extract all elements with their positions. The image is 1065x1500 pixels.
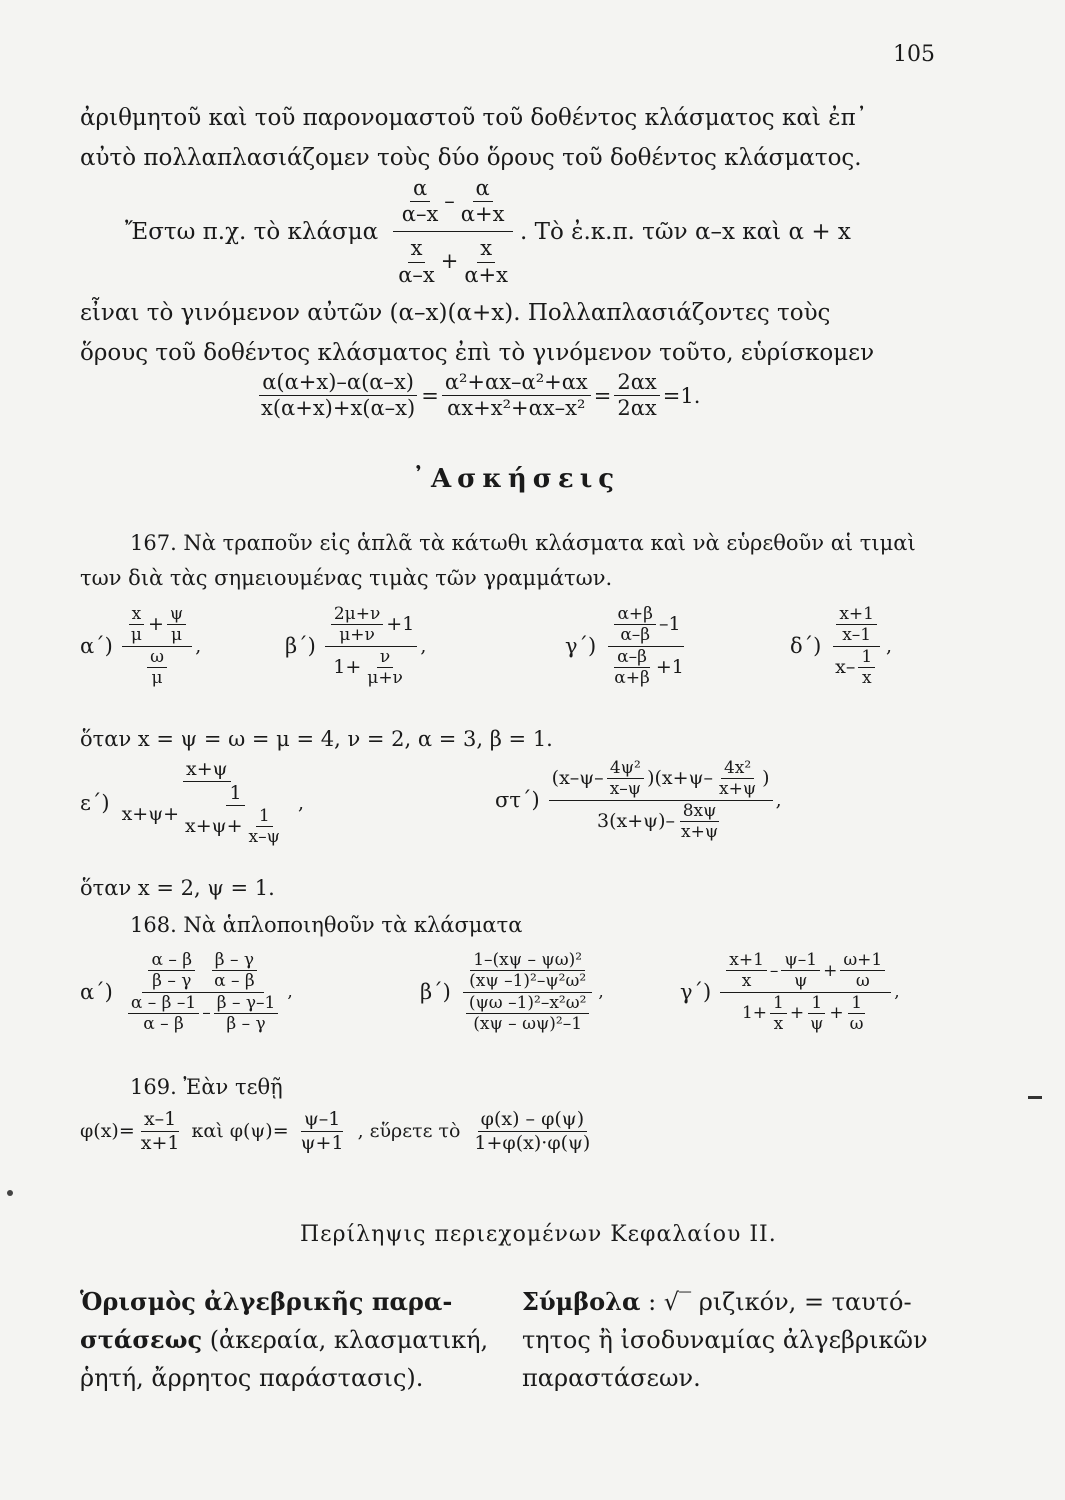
- frac-den: μ: [130, 625, 142, 646]
- item-label: δ΄): [790, 634, 822, 659]
- ex168-title: 168. Νὰ ἁπλοποιηθοῦν τὰ κλάσματα: [130, 913, 523, 937]
- operator: –: [769, 960, 779, 981]
- frac-den: α–x: [398, 262, 435, 287]
- scan-mark: [1028, 1096, 1042, 1099]
- frac-den: x: [861, 668, 872, 689]
- summary-left-column: [80, 1283, 488, 1397]
- frac-num: α+β: [614, 604, 656, 625]
- intro-line-1: ἀριθμητοῦ καὶ τοῦ παρονομαστοῦ τοῦ δοθέντος κλάσματος καὶ ἐπ᾽: [80, 105, 868, 131]
- frac-num: ν: [377, 647, 393, 668]
- frac-num: α – β –1: [128, 993, 199, 1014]
- frac-num: 1–(xψ – ψω)²: [470, 950, 585, 971]
- example-line-2: εἶναι τὸ γινόμενον αὐτῶν (α–x)(α+x). Πολλαπλασιάζοντες τοὺς: [80, 300, 831, 326]
- summary-text: τητος ἢ ἰσοδυναμίας ἀλγεβρικῶν: [522, 1326, 928, 1354]
- frac-num: 4ψ²: [607, 758, 644, 779]
- constant: –1: [659, 613, 681, 636]
- frac-num: ψ–1: [781, 950, 820, 971]
- frac-den: x–ψ: [609, 779, 642, 800]
- frac-den: x–1: [842, 625, 872, 646]
- frac-num: ω: [147, 647, 167, 668]
- summary-text: ῥητή, ἄρρητος παράστασις).: [80, 1364, 424, 1392]
- variable: x–: [835, 656, 856, 679]
- summary-text: παραστάσεων.: [522, 1364, 701, 1392]
- frac-den: 1+φ(x)·φ(ψ): [474, 1131, 591, 1154]
- comma: ,: [297, 791, 304, 814]
- constant: 1+: [333, 656, 362, 679]
- comma: ,: [894, 982, 900, 1003]
- example-compound-fraction: [389, 176, 517, 288]
- equation-result: =1.: [662, 383, 701, 408]
- ex168-b: [420, 950, 604, 1035]
- frac-den: αx+x²+αx–x²: [447, 396, 586, 421]
- example-suffix: . Τὸ ἐ.κ.π. τῶν α–x καὶ α + x: [519, 218, 851, 245]
- exercises-heading: ᾽Ασκήσεις: [412, 464, 621, 494]
- operator: +: [147, 613, 164, 636]
- frac-den: x+1: [140, 1131, 180, 1154]
- frac-num: 2μ+ν: [331, 604, 383, 625]
- ex167-values-2: ὅταν x = 2, ψ = 1.: [80, 876, 275, 900]
- summary-text: : √‾ ριζικόν, = ταυτό-: [640, 1288, 912, 1316]
- frac-num: 2αx: [614, 370, 659, 396]
- frac-num: x: [129, 604, 145, 625]
- frac-den: x: [773, 1014, 784, 1035]
- equals-sign: =: [593, 383, 612, 408]
- constant: +1: [386, 613, 415, 636]
- frac-num: β – γ–1: [214, 993, 279, 1014]
- frac-den: ψ: [794, 971, 808, 992]
- intro-line-2: αὐτὸ πολλαπλασιάζομεν τοὺς δύο ὅρους τοῦ δοθέντος κλάσματος.: [80, 145, 862, 171]
- ex167-d: [790, 604, 892, 689]
- expression: )(x+ψ–: [647, 767, 713, 790]
- summary-definition-heading: Ὁρισμὸς ἀλγεβρικῆς παρα-: [80, 1287, 453, 1316]
- expression: x+ψ+: [185, 815, 243, 838]
- frac-den: 2αx: [617, 396, 657, 421]
- frac-num: ψ–1: [301, 1108, 344, 1132]
- frac-den: μ+ν: [367, 668, 403, 689]
- frac-num: 4x²: [721, 758, 754, 779]
- summary-text: (ἀκεραία, κλασματική,: [202, 1326, 489, 1354]
- operator: –: [202, 1003, 211, 1024]
- operator: +: [789, 1003, 805, 1024]
- operator: +: [440, 249, 459, 274]
- ex168-a: [80, 950, 293, 1035]
- frac-num: β – γ: [212, 950, 257, 971]
- frac-num: 1: [770, 993, 787, 1014]
- frac-num: 1: [256, 806, 273, 827]
- frac-num: α–β: [614, 647, 650, 668]
- frac-num: ψ: [167, 604, 186, 625]
- example-prefix: Ἔστω π.χ. τὸ κλάσμα: [125, 218, 379, 245]
- frac-num: 1: [226, 782, 244, 806]
- frac-den: x: [741, 971, 752, 992]
- ex167-b: [285, 604, 426, 689]
- ex168-c: [680, 950, 900, 1035]
- frac-num: 1: [808, 993, 825, 1014]
- equation-chain: [255, 370, 700, 421]
- operator: +: [829, 1003, 844, 1024]
- ex167-c: [565, 604, 690, 689]
- expression: , εὕρετε τὸ: [357, 1120, 461, 1143]
- frac-num: (ψω –1)²–x²ω²: [466, 993, 590, 1014]
- item-label: στ΄): [495, 788, 540, 813]
- expression: x+ψ+: [121, 803, 180, 826]
- frac-num: x: [408, 236, 426, 262]
- expression: καὶ φ(ψ)=: [191, 1120, 289, 1143]
- scan-mark: [7, 1190, 13, 1196]
- item-label: α΄): [80, 980, 113, 1005]
- expression: φ(x)=: [80, 1120, 135, 1143]
- ex169-formula: [80, 1108, 596, 1155]
- page-number: 105: [893, 42, 935, 67]
- comma: ,: [886, 635, 893, 658]
- frac-den: (xψ –1)²–ψ²ω²: [469, 971, 587, 992]
- example-line: [125, 176, 851, 288]
- frac-den: μ: [171, 625, 183, 646]
- frac-num: ω+1: [840, 950, 885, 971]
- frac-den: α – β: [214, 971, 255, 992]
- comma: ,: [287, 982, 293, 1003]
- frac-num: x+1: [836, 604, 877, 625]
- item-label: γ΄): [565, 634, 597, 659]
- frac-num: α: [473, 176, 493, 202]
- frac-den: α+β: [614, 668, 650, 689]
- frac-num: x–1: [141, 1108, 179, 1132]
- frac-den: x+ψ: [718, 779, 757, 800]
- ex167-e: [80, 758, 304, 847]
- frac-den: α – β: [143, 1014, 184, 1035]
- ex167-a: [80, 604, 201, 689]
- frac-num: α: [410, 176, 430, 202]
- frac-num: φ(x) – φ(ψ): [478, 1108, 587, 1132]
- comma: ,: [775, 789, 782, 812]
- item-label: α΄): [80, 634, 113, 659]
- item-label: β΄): [420, 980, 451, 1005]
- comma: ,: [598, 982, 604, 1003]
- frac-den: β – γ: [152, 971, 192, 992]
- frac-den: x–ψ: [248, 826, 280, 847]
- ex169-title: 169. Ἐὰν τεθῇ: [130, 1075, 283, 1099]
- frac-den: x(α+x)+x(α–x): [261, 396, 416, 421]
- item-label: γ΄): [680, 980, 712, 1005]
- frac-den: α+x: [460, 202, 505, 227]
- frac-den: (xψ – ωψ)²–1: [473, 1014, 583, 1035]
- comma: ,: [420, 635, 427, 658]
- frac-num: x+1: [726, 950, 767, 971]
- frac-den: x+ψ: [681, 822, 719, 843]
- frac-num: 8xψ: [680, 801, 720, 822]
- summary-title: Περίληψις περιεχομένων Κεφαλαίου ΙΙ.: [300, 1222, 777, 1247]
- comma: ,: [195, 635, 202, 658]
- expression: ): [762, 767, 770, 790]
- summary-right-column: [522, 1283, 928, 1397]
- item-label: ε΄): [80, 790, 110, 815]
- frac-den: α+x: [464, 262, 508, 287]
- equals-sign: =: [421, 383, 439, 408]
- frac-num: 1: [858, 647, 875, 668]
- frac-num: α – β: [148, 950, 195, 971]
- ex167-line-1: 167. Νὰ τραποῦν εἰς ἁπλᾶ τὰ κάτωθι κλάσματα καὶ νὰ εὑρεθοῦν αἱ τιμαὶ: [130, 531, 916, 555]
- frac-den: μ: [151, 668, 163, 689]
- frac-den: ω: [855, 971, 870, 992]
- frac-num: 1: [848, 993, 865, 1014]
- example-line-3: ὅρους τοῦ δοθέντος κλάσματος ἐπὶ τὸ γινόμενον τοῦτο, εὑρίσκομεν: [80, 340, 875, 366]
- expression: 3(x+ψ)–: [597, 810, 675, 833]
- summary-definition-heading-cont: στάσεως: [80, 1325, 203, 1354]
- frac-den: β – γ: [226, 1014, 266, 1035]
- frac-den: ω: [849, 1014, 864, 1035]
- frac-den: ψ: [810, 1014, 824, 1035]
- frac-num: α²+αx–α²+αx: [442, 370, 591, 396]
- ex167-line-2: των διὰ τὰς σημειουμένας τιμὰς τῶν γραμμάτων.: [80, 566, 613, 590]
- frac-den: α–x: [401, 202, 439, 227]
- frac-num: x: [477, 236, 495, 262]
- frac-num: α(α+x)–α(α–x): [259, 370, 417, 396]
- constant: 1+: [741, 1003, 767, 1024]
- ex167-values: ὅταν x = ψ = ω = μ = 4, ν = 2, α = 3, β = 1.: [80, 727, 553, 751]
- frac-num: x+ψ: [183, 758, 231, 782]
- summary-symbols-heading: Σύμβολα: [522, 1287, 641, 1316]
- frac-den: α–β: [620, 625, 651, 646]
- frac-den: μ+ν: [339, 625, 375, 646]
- item-label: β΄): [285, 634, 316, 659]
- operator: +: [823, 960, 838, 981]
- constant: +1: [655, 656, 684, 679]
- ex167-st: [495, 758, 782, 843]
- frac-den: ψ+1: [300, 1131, 344, 1154]
- expression: (x–ψ–: [551, 767, 604, 790]
- operator: –: [444, 189, 455, 214]
